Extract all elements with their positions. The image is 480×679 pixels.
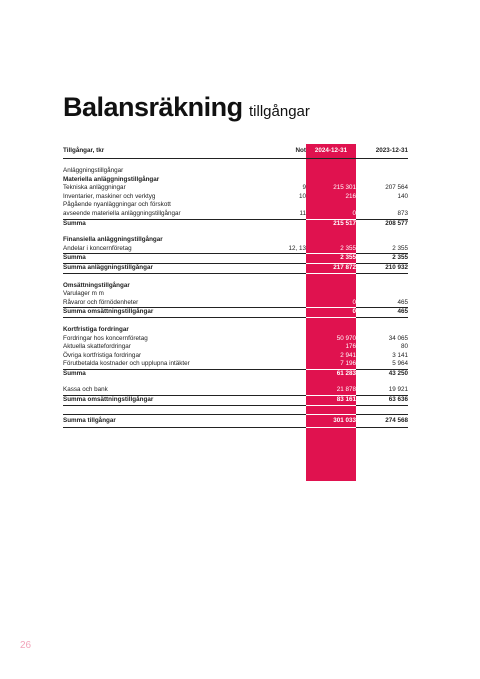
spacer-row <box>63 228 408 236</box>
row-label: Summa anläggningstillgångar <box>63 263 248 273</box>
row-label: Summa omsättningstillgångar <box>63 396 248 406</box>
row-current-value <box>306 378 356 386</box>
row-current-value <box>306 176 356 185</box>
row-previous-value: 34 065 <box>388 334 408 342</box>
row-note <box>248 308 306 318</box>
row-note: 11 <box>299 209 306 217</box>
table-row <box>63 369 408 378</box>
row-previous-value: 873 <box>397 209 408 217</box>
balance-sheet-table <box>63 144 408 428</box>
row-previous-value: 5 964 <box>392 360 408 368</box>
row-note <box>248 360 306 369</box>
table-row <box>63 386 408 395</box>
row-current-value: 50 970 <box>336 334 356 342</box>
row-note <box>248 290 306 299</box>
row-note <box>248 263 306 273</box>
row-label: Summa <box>63 219 248 228</box>
row-previous-value: 2 355 <box>356 254 408 264</box>
table-row <box>63 299 408 308</box>
row-previous-value: 2 355 <box>392 244 408 252</box>
row-previous-value <box>356 228 408 236</box>
row-note <box>248 299 306 308</box>
table-row <box>63 360 408 369</box>
table-row <box>63 343 408 352</box>
row-previous-value <box>356 282 408 291</box>
row-current-value <box>306 159 356 168</box>
row-current-value: 83 161 <box>306 396 356 406</box>
row-note <box>248 378 306 386</box>
row-label: Anläggningstillgångar <box>63 167 124 174</box>
row-previous-value <box>356 201 408 210</box>
row-current-value <box>306 326 356 335</box>
row-current-value <box>306 228 356 236</box>
row-note <box>248 343 306 352</box>
row-previous-value: 80 <box>400 343 408 351</box>
table-row <box>63 219 408 228</box>
spacer-row <box>63 317 408 326</box>
row-label: Råvaror och förnödenheter <box>63 298 139 306</box>
row-note <box>248 159 306 168</box>
row-current-value: 21 878 <box>336 386 356 394</box>
row-previous-value: 465 <box>397 298 408 306</box>
row-current-value: 0 <box>352 209 356 217</box>
row-previous-value: 465 <box>356 308 408 318</box>
row-note <box>248 386 306 395</box>
row-label: Kortfristiga fordringar <box>63 325 129 333</box>
row-note <box>248 414 306 427</box>
row-current-value: 0 <box>352 298 356 306</box>
row-current-value <box>306 317 356 326</box>
row-current-value: 2 355 <box>340 244 356 252</box>
row-previous-value <box>356 317 408 326</box>
table-row <box>63 184 408 193</box>
row-label: avseende materiella anläggningstillgångar <box>63 209 181 217</box>
row-label: Summa omsättningstillgångar <box>63 308 248 318</box>
row-label: Förutbetalda kostnader och upplupna intäkter <box>63 360 190 368</box>
row-previous-value: 19 921 <box>388 386 408 394</box>
header-note: Not <box>248 144 306 159</box>
row-label <box>63 405 248 414</box>
row-previous-value <box>356 159 408 168</box>
row-previous-value: 207 564 <box>385 184 408 192</box>
row-current-value: 7 196 <box>340 360 356 368</box>
row-current-value: 2 941 <box>340 351 356 359</box>
header-label: Tillgångar, tkr <box>63 144 248 159</box>
row-note <box>248 405 306 414</box>
row-label: Materiella anläggningstillgångar <box>63 175 160 183</box>
table-row <box>63 245 408 254</box>
table-header-row <box>63 144 408 159</box>
row-label: Omsättningstillgångar <box>63 281 130 289</box>
row-label: Pågående nyanläggningar och förskott <box>63 201 171 209</box>
spacer-row <box>63 378 408 386</box>
row-current-value: 215 517 <box>306 219 356 228</box>
row-previous-value <box>356 176 408 185</box>
row-label: Kassa och bank <box>63 386 108 394</box>
row-previous-value: 274 568 <box>356 414 408 427</box>
row-current-value: 176 <box>345 343 356 351</box>
row-label: Fordringar hos koncernföretag <box>63 334 148 342</box>
spacer-row <box>63 405 408 414</box>
table-row <box>63 352 408 361</box>
row-previous-value <box>356 290 408 299</box>
row-previous-value <box>356 405 408 414</box>
table-row <box>63 176 408 185</box>
table-row <box>63 236 408 245</box>
spacer-row <box>63 159 408 168</box>
row-note <box>248 201 306 210</box>
table-row <box>63 326 408 335</box>
row-note <box>248 254 306 264</box>
row-label: Inventarier, maskiner och verktyg <box>63 192 156 200</box>
row-note <box>248 352 306 361</box>
row-current-value <box>306 201 356 210</box>
row-current-value <box>306 282 356 291</box>
page-title <box>63 92 310 123</box>
row-current-value: 217 872 <box>306 263 356 273</box>
row-label: Varulager m m <box>63 290 104 298</box>
row-label: Tekniska anläggningar <box>63 184 126 192</box>
row-previous-value <box>356 167 408 176</box>
row-note <box>248 282 306 291</box>
table-row <box>63 254 408 264</box>
row-previous-value: 208 577 <box>356 219 408 228</box>
row-current-value: 2 355 <box>306 254 356 264</box>
row-label: Summa tillgångar <box>63 414 248 427</box>
table-row <box>63 414 408 427</box>
row-note <box>248 228 306 236</box>
row-label: Aktuella skattefordringar <box>63 343 131 351</box>
row-label <box>63 378 248 386</box>
row-current-value <box>306 273 356 282</box>
page-number: 26 <box>20 640 32 651</box>
header-current-year: 2024-12-31 <box>306 144 356 159</box>
row-current-value: 215 301 <box>333 184 356 192</box>
row-note <box>248 317 306 326</box>
row-current-value: 61 283 <box>306 369 356 378</box>
row-label: Summa <box>63 254 248 264</box>
row-label: Summa <box>63 369 248 378</box>
row-note <box>248 219 306 228</box>
row-label <box>63 273 248 282</box>
row-previous-value: 3 141 <box>392 351 408 359</box>
row-note: 10 <box>298 192 306 200</box>
row-note <box>248 236 306 245</box>
table-row <box>63 282 408 291</box>
row-current-value <box>306 405 356 414</box>
row-current-value: 216 <box>345 192 356 200</box>
table-row <box>63 290 408 299</box>
table-row <box>63 396 408 406</box>
row-label <box>63 159 248 168</box>
title-main: Balansräkning <box>63 92 243 122</box>
row-previous-value: 43 250 <box>356 369 408 378</box>
table-row <box>63 167 408 176</box>
row-note <box>248 396 306 406</box>
spacer-row <box>63 273 408 282</box>
row-previous-value <box>356 378 408 386</box>
row-previous-value: 140 <box>397 192 408 200</box>
row-previous-value: 63 636 <box>356 396 408 406</box>
row-current-value <box>306 236 356 245</box>
row-label <box>63 317 248 326</box>
table-row <box>63 335 408 344</box>
row-previous-value: 210 932 <box>356 263 408 273</box>
table-row <box>63 210 408 219</box>
row-note <box>248 335 306 344</box>
row-current-value <box>306 290 356 299</box>
row-note: 9 <box>302 184 306 192</box>
table-row <box>63 201 408 210</box>
row-note <box>248 326 306 335</box>
row-current-value: 0 <box>306 308 356 318</box>
table-row <box>63 263 408 273</box>
header-previous-year: 2023-12-31 <box>356 144 408 159</box>
title-sub: tillgångar <box>249 103 310 120</box>
row-note <box>248 167 306 176</box>
row-label: Andelar i koncernföretag <box>63 244 132 252</box>
table-body <box>63 159 408 428</box>
row-current-value <box>306 167 356 176</box>
row-note <box>248 369 306 378</box>
table-row <box>63 308 408 318</box>
row-label <box>63 228 248 236</box>
row-label: Finansiella anläggningstillgångar <box>63 236 163 244</box>
row-previous-value <box>356 326 408 335</box>
row-note <box>248 176 306 185</box>
row-label: Övriga kortfristiga fordringar <box>63 351 142 359</box>
row-current-value: 301 033 <box>306 414 356 427</box>
row-previous-value <box>356 273 408 282</box>
row-previous-value <box>356 236 408 245</box>
row-note <box>248 273 306 282</box>
row-note: 12, 13 <box>288 244 306 252</box>
